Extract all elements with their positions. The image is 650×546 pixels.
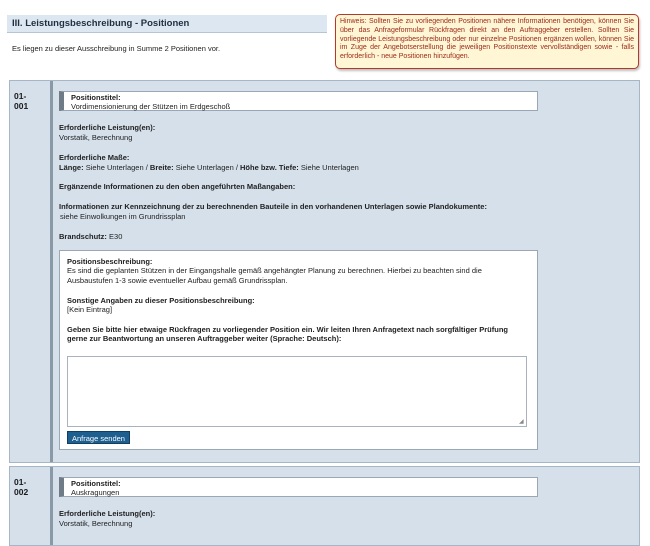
position-block-01-002: [9, 466, 640, 546]
masse-label: Erforderliche Maße:: [59, 153, 130, 162]
ergaenzend-field: [59, 182, 295, 192]
ergaenzend-label: Ergänzende Informationen zu den oben angeführten Maßangaben:: [59, 182, 296, 191]
position-description-box: [59, 250, 538, 450]
section-title: III. Leistungsbeschreibung - Positionen: [12, 18, 190, 29]
beschreibung-value: Es sind die geplanten Stützen in der Eingangshalle gemäß angehängter Planung zu berechnen. Hierbei zu beachten sind die Ausbaustufen 1-3 sowie eventueller Aufbau gemäß Grundrissplan.: [67, 266, 482, 285]
kennzeichnung-label: Informationen zur Kennzeichnung der zu berechnenden Bauteile in den vorhandenen Unterlagen sowie Plandokumente:: [59, 202, 487, 211]
sonstige-value: [Kein Eintrag]: [67, 305, 113, 315]
beschreibung-field: [67, 257, 527, 285]
leistung-label: Erforderliche Leistung(en):: [59, 509, 156, 518]
intro-text: Es liegen zu dieser Ausschreibung in Summe 2 Positionen vor.: [12, 44, 221, 53]
laenge-label: Länge:: [59, 162, 84, 172]
sonstige-field: [67, 296, 527, 315]
position-divider: [50, 81, 53, 462]
resize-grip-icon[interactable]: ◢: [519, 419, 524, 425]
kennzeichnung-value: siehe Einwolkungen im Grundrissplan: [60, 211, 186, 221]
position-title: Vordimensionierung der Stützen im Erdgeschoß: [71, 102, 231, 111]
masse-field: Erforderliche Maße: Länge: Siehe Unterlagen / Breite: Siehe Unterlagen / Höhe bzw. Tiefe: Siehe Unterlagen: [59, 153, 359, 172]
anfrage-senden-button[interactable]: Anfrage senden: [67, 431, 130, 444]
position-block-01-001: [9, 80, 640, 463]
breite-value: Siehe Unterlagen: [175, 162, 234, 172]
leistung-value: Vorstatik, Berechnung: [59, 132, 133, 142]
breite-label: Breite:: [149, 162, 174, 172]
position-number: 01- 002: [14, 477, 29, 497]
section-header: [7, 15, 327, 33]
position-title-label: Positionstitel:: [71, 479, 121, 488]
position-title: Auskragungen: [71, 488, 120, 497]
laenge-value: Siehe Unterlagen: [85, 162, 144, 172]
position-number: 01- 001: [14, 91, 29, 111]
kennzeichnung-field: [59, 202, 487, 221]
rueckfrage-label: Geben Sie bitte hier etwaige Rückfragen zu vorliegender Position ein. Wir leiten Ihren Anfragetext nach sorgfältiger Prüfung gerne zur Beantwortung an unseren Auftraggeber weiter (Sprache: Deutsch):: [67, 325, 508, 344]
brandschutz-value: E30: [109, 232, 123, 241]
position-divider: [50, 467, 53, 545]
leistung-field: [59, 123, 155, 142]
leistung-value: Vorstatik, Berechnung: [59, 518, 133, 528]
leistung-field: [59, 509, 155, 528]
beschreibung-label: Positionsbeschreibung:: [67, 257, 153, 266]
position-title-label: Positionstitel:: [71, 93, 121, 102]
position-title-box: [59, 477, 538, 497]
hoehe-label: Höhe bzw. Tiefe:: [240, 162, 299, 172]
hint-box: Hinweis: Sollten Sie zu vorliegenden Positionen nähere Informationen benötigen, können Sie über das Anfrageformular Rückfragen direkt an den Auftraggeber erstellen. Sollten Sie vorliegende Leistungsbeschreibung oder nur einzelne Positionen ergänzen wollen, können Sie im Zuge der Angebotserstellung die jeweiligen Positionstexte vervollständigen sowie - falls erforderlich - neue Positionen hinzufügen.: [335, 14, 639, 69]
position-title-box: [59, 91, 538, 111]
sonstige-label: Sonstige Angaben zu dieser Positionsbeschreibung:: [67, 296, 255, 305]
rueckfrage-textarea[interactable]: [67, 356, 527, 427]
hoehe-value: Siehe Unterlagen: [300, 162, 359, 172]
brandschutz-label: Brandschutz:: [59, 232, 107, 241]
leistung-label: Erforderliche Leistung(en):: [59, 123, 156, 132]
brandschutz-field: [59, 232, 122, 242]
